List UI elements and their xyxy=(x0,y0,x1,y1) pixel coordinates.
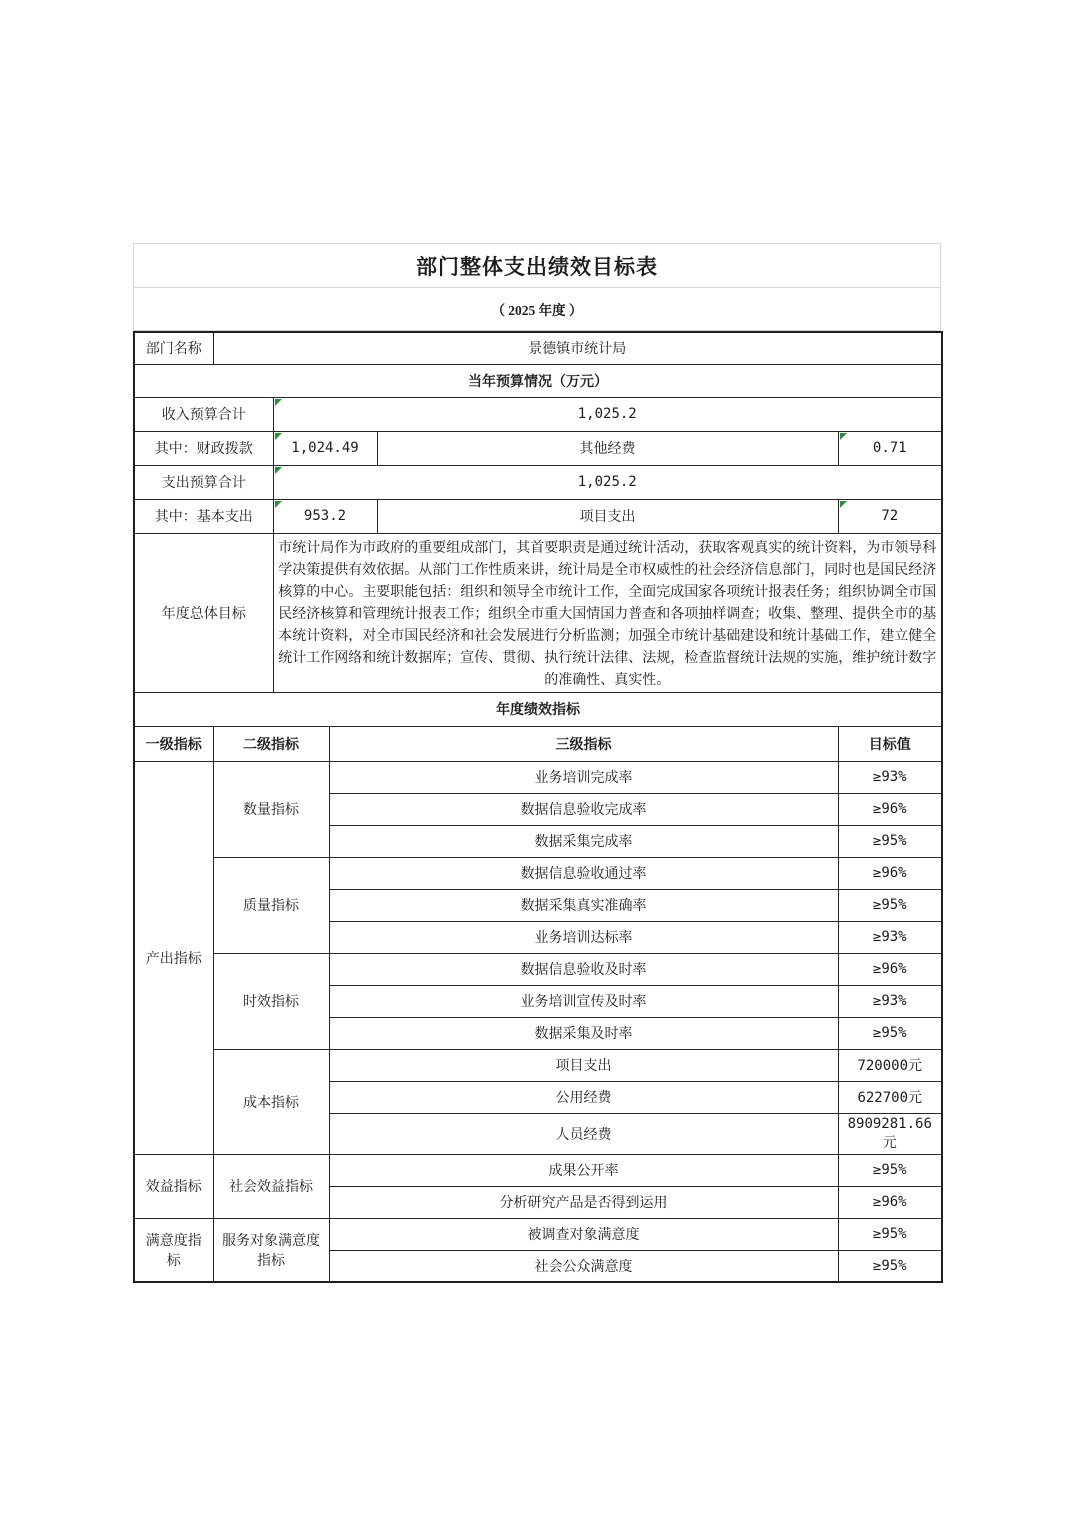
level3-indicator: 业务培训达标率 xyxy=(329,921,838,953)
budget-section-title: 当年预算情况（万元） xyxy=(134,364,942,397)
green-triangle-icon xyxy=(840,501,847,508)
annual-goal-row xyxy=(134,533,942,692)
level3-indicator: 数据信息验收完成率 xyxy=(329,793,838,825)
level2-cost: 成本指标 xyxy=(213,1049,329,1154)
annual-goal-text: 市统计局作为市政府的重要组成部门，其首要职责是通过统计活动，获取客观真实的统计资料，为市领导科学决策提供有效依据。从部门工作性质来讲，统计局是全市权威性的社会经济信息部门，同时也是国民经济核算的中心。主要职能包括：组织和领导全市统计工作，全面完成国家各项统计报表任务；组织协调全市国民经济核算和管理统计报表工作；组织全市重大国情国力普查和各项抽样调查；收集、整理、提供全市的基本统计资料，对全市国民经济和社会发展进行分析监测；加强全市统计基础建设和统计基础工作，建立健全统计工作网络和统计数据库；宣传、贯彻、执行统计法律、法规，检查监督统计法规的实施，维护统计数字的准确性、真实性。 xyxy=(273,533,942,692)
income-total-row xyxy=(134,397,942,431)
other-funds-label: 其他经费 xyxy=(377,431,838,465)
level3-indicator: 社会公众满意度 xyxy=(329,1250,838,1282)
target-value: ≥96% xyxy=(838,953,942,985)
table-row xyxy=(134,761,942,793)
page-title: 部门整体支出绩效目标表 xyxy=(134,244,941,288)
level2-social-benefit: 社会效益指标 xyxy=(213,1154,329,1218)
fiscal-allocation-label: 其中：财政拨款 xyxy=(134,431,273,465)
budget-section-row xyxy=(134,364,942,397)
other-funds-value: 0.71 xyxy=(838,431,942,465)
header-level3: 三级指标 xyxy=(329,726,838,761)
table-row xyxy=(134,953,942,985)
target-value: ≥95% xyxy=(838,889,942,921)
level3-indicator: 人员经费 xyxy=(329,1113,838,1154)
level2-timeliness: 时效指标 xyxy=(213,953,329,1049)
basic-expense-label: 其中：基本支出 xyxy=(134,499,273,533)
target-value: ≥95% xyxy=(838,825,942,857)
level3-indicator: 业务培训宣传及时率 xyxy=(329,985,838,1017)
table-row xyxy=(134,857,942,889)
target-value: 720000元 xyxy=(838,1049,942,1081)
level2-quality: 质量指标 xyxy=(213,857,329,953)
level3-indicator: 数据信息验收通过率 xyxy=(329,857,838,889)
level2-service-satisfaction: 服务对象满意度指标 xyxy=(213,1218,329,1282)
green-triangle-icon xyxy=(275,399,282,406)
level1-satisfaction: 满意度指标 xyxy=(134,1218,213,1282)
level3-indicator: 被调查对象满意度 xyxy=(329,1218,838,1250)
green-triangle-icon xyxy=(275,501,282,508)
indicators-section-row xyxy=(134,692,942,726)
target-value: ≥93% xyxy=(838,985,942,1017)
level3-indicator: 数据采集完成率 xyxy=(329,825,838,857)
income-detail-row xyxy=(134,431,942,465)
target-value: 622700元 xyxy=(838,1081,942,1113)
department-value: 景德镇市统计局 xyxy=(213,332,942,364)
project-expense-label: 项目支出 xyxy=(377,499,838,533)
level3-indicator: 数据采集真实准确率 xyxy=(329,889,838,921)
annual-goal-label: 年度总体目标 xyxy=(134,533,273,692)
target-value: ≥95% xyxy=(838,1218,942,1250)
project-expense-value: 72 xyxy=(838,499,942,533)
target-value: ≥95% xyxy=(838,1250,942,1282)
green-triangle-icon xyxy=(840,433,847,440)
basic-expense-value: 953.2 xyxy=(273,499,377,533)
table-row xyxy=(134,1049,942,1081)
level2-quantity: 数量指标 xyxy=(213,761,329,857)
level3-indicator: 分析研究产品是否得到运用 xyxy=(329,1186,838,1218)
income-total-value: 1,025.2 xyxy=(273,397,942,431)
table-row xyxy=(134,1154,942,1186)
expense-detail-row xyxy=(134,499,942,533)
target-value: 8909281.66元 xyxy=(838,1113,942,1154)
level3-indicator: 项目支出 xyxy=(329,1049,838,1081)
target-value: ≥93% xyxy=(838,921,942,953)
level3-indicator: 数据采集及时率 xyxy=(329,1017,838,1049)
target-value: ≥96% xyxy=(838,857,942,889)
level3-indicator: 数据信息验收及时率 xyxy=(329,953,838,985)
performance-target-form xyxy=(133,243,941,1283)
page-subtitle: （ 2025 年度 ） xyxy=(134,288,941,331)
title-block xyxy=(133,243,941,331)
level3-indicator: 成果公开率 xyxy=(329,1154,838,1186)
target-value: ≥95% xyxy=(838,1017,942,1049)
department-row xyxy=(134,332,942,364)
header-level1: 一级指标 xyxy=(134,726,213,761)
target-value: ≥93% xyxy=(838,761,942,793)
target-value: ≥96% xyxy=(838,1186,942,1218)
header-target: 目标值 xyxy=(838,726,942,761)
main-table xyxy=(133,331,943,1283)
department-label: 部门名称 xyxy=(134,332,213,364)
header-level2: 二级指标 xyxy=(213,726,329,761)
level1-benefit: 效益指标 xyxy=(134,1154,213,1218)
green-triangle-icon xyxy=(275,467,282,474)
expense-total-row xyxy=(134,465,942,499)
level3-indicator: 业务培训完成率 xyxy=(329,761,838,793)
target-value: ≥96% xyxy=(838,793,942,825)
indicators-header-row xyxy=(134,726,942,761)
green-triangle-icon xyxy=(275,433,282,440)
table-row xyxy=(134,1218,942,1250)
indicators-section-title: 年度绩效指标 xyxy=(134,692,942,726)
expense-total-label: 支出预算合计 xyxy=(134,465,273,499)
income-total-label: 收入预算合计 xyxy=(134,397,273,431)
expense-total-value: 1,025.2 xyxy=(273,465,942,499)
level1-output: 产出指标 xyxy=(134,761,213,1154)
level3-indicator: 公用经费 xyxy=(329,1081,838,1113)
fiscal-allocation-value: 1,024.49 xyxy=(273,431,377,465)
target-value: ≥95% xyxy=(838,1154,942,1186)
